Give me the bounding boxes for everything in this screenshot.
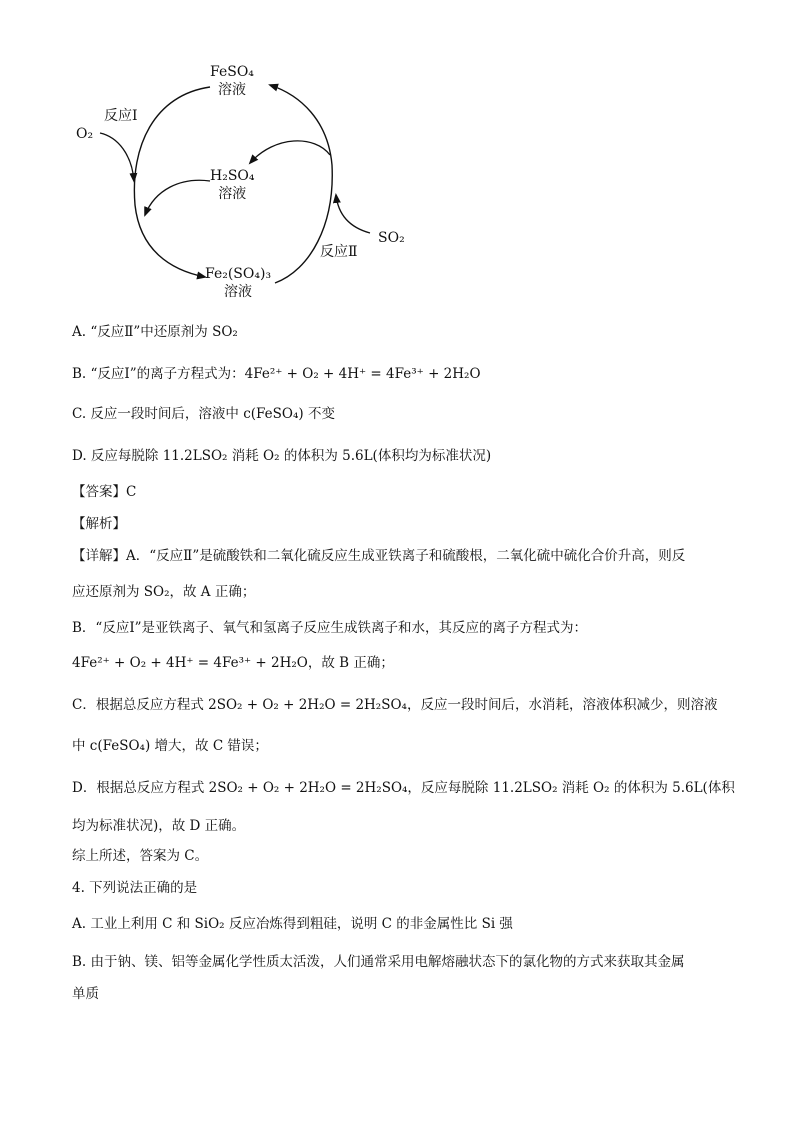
detail-line-1: 【详解】A．“反应Ⅱ”是硫酸铁和二氧化硫反应生成亚铁离子和硫酸根，二氧化硫中硫化合价升高，则反 [72,548,686,564]
o2-input-arrow [100,133,134,181]
arc-left-arrow [134,87,210,277]
reaction-cycle-diagram [60,55,420,315]
detail-summary: 综上所述，答案为 C。 [72,848,209,864]
reaction-1-label: 反应Ⅰ [104,108,138,124]
detail-line-5: C．根据总反应方程式 2SO₂ + O₂ + 2H₂O = 2H₂SO₄，反应一段时间后，水消耗，溶液体积减少，则溶液 [72,697,718,713]
answer-value: C [126,484,137,500]
analysis-label: 【解析】 [72,516,126,532]
h2so4-formula: H₂SO₄ [210,168,255,184]
question-4-option-b-line-1: B. 由于钠、镁、铝等金属化学性质太活泼，人们通常采用电解熔融状态下的氯化物的方式来获取其金属 [72,954,685,970]
fe2so43-solution: 溶液 [224,284,253,300]
detail-line-6: 中 c(FeSO₄) 增大，故 C 错误； [72,738,268,754]
question-4-stem: 4. 下列说法正确的是 [72,880,198,896]
feso4-label [210,63,254,99]
detail-line-7: D．根据总反应方程式 2SO₂ + O₂ + 2H₂O = 2H₂SO₄，反应每脱除 11.2LSO₂ 消耗 O₂ 的体积为 5.6L(体积 [72,780,735,796]
question-4-option-a: A. 工业上利用 C 和 SiO₂ 反应冶炼得到粗硅，说明 C 的非金属性比 Si 强 [72,916,513,932]
o2-label: O₂ [76,126,94,142]
detail-line-2: 应还原剂为 SO₂，故 A 正确； [72,584,256,600]
option-b: B. “反应Ⅰ”的离子方程式为：4Fe²⁺ + O₂ + 4H⁺ = 4Fe³⁺ + 2H₂O [72,366,481,382]
option-a: A. “反应Ⅱ”中还原剂为 SO₂ [72,324,238,340]
fe2so43-formula: Fe₂(SO₄)₃ [205,266,272,282]
feso4-solution: 溶液 [217,82,246,98]
answer-line [72,482,136,502]
arc-inner-to-h2so4-arrow [250,141,330,163]
answer-label: 【答案】 [72,484,126,500]
feso4-formula: FeSO₄ [210,64,254,80]
reaction-2-label: 反应Ⅱ [320,244,358,260]
detail-line-3: B．“反应Ⅰ”是亚铁离子、氧气和氢离子反应生成铁离子和水，其反应的离子方程式为： [72,620,588,636]
so2-label: SO₂ [378,230,405,246]
h2so4-label [210,167,255,203]
so2-input-arrow [336,195,370,233]
option-d: D. 反应每脱除 11.2LSO₂ 消耗 O₂ 的体积为 5.6L(体积均为标准状况) [72,448,492,464]
detail-line-4: 4Fe²⁺ + O₂ + 4H⁺ = 4Fe³⁺ + 2H₂O，故 B 正确； [72,655,394,671]
question-4-option-b-line-2: 单质 [72,986,99,1002]
h2so4-solution: 溶液 [218,186,247,202]
option-c: C. 反应一段时间后，溶液中 c(FeSO₄) 不变 [72,406,335,422]
arc-h2so4-to-left-arrow [145,180,210,215]
fe2so43-label [205,265,271,301]
detail-line-8: 均为标准状况)，故 D 正确。 [72,818,246,834]
